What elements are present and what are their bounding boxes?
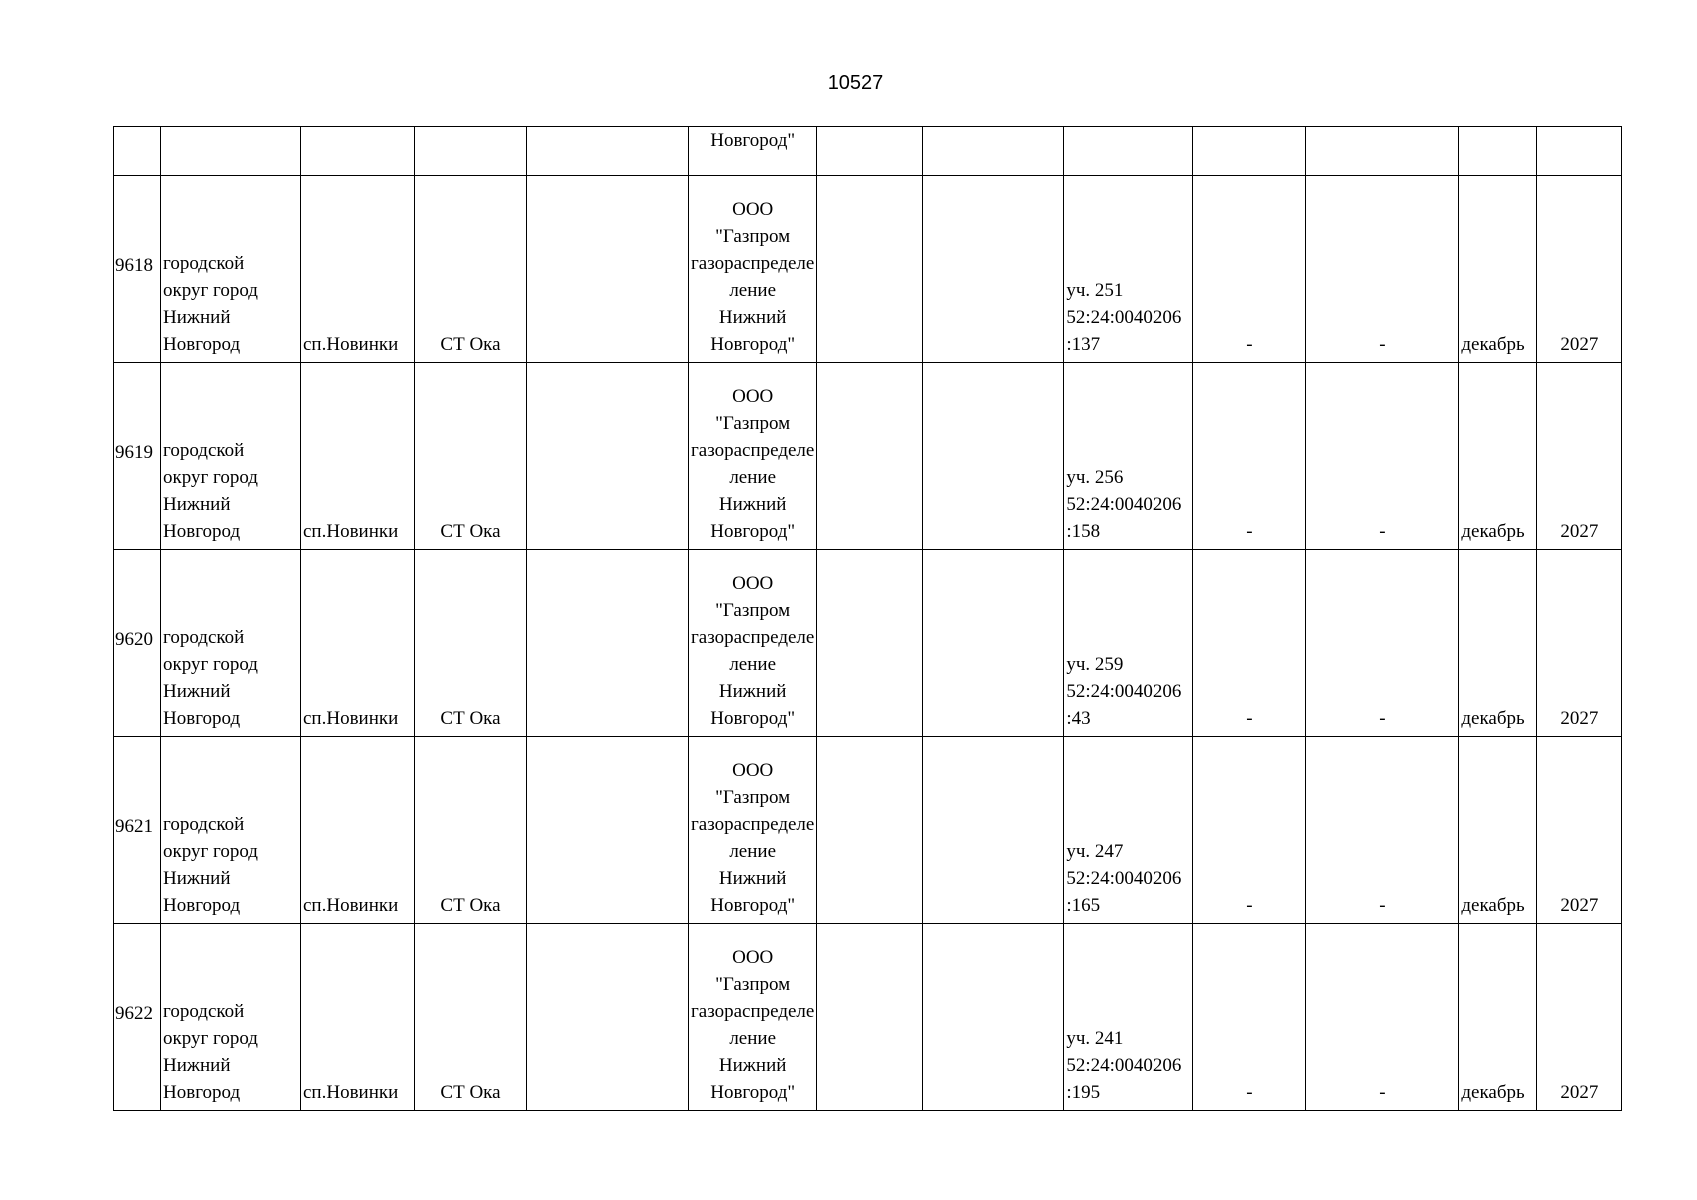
street-cell: СТ Ока	[415, 737, 527, 924]
row-number: 9618	[114, 176, 161, 363]
org-cell	[689, 176, 817, 363]
org-line: ООО	[732, 199, 774, 220]
org-line: газораспределе	[691, 814, 815, 835]
org-line: "Газпром	[715, 226, 791, 247]
org-line: газораспределе	[691, 627, 815, 648]
empty-cell	[527, 176, 689, 363]
street-cell: СТ Ока	[415, 363, 527, 550]
year-cell: 2027	[1537, 924, 1622, 1111]
empty-cell	[817, 550, 923, 737]
settlement-cell: сп.Новинки	[301, 363, 415, 550]
year-cell: 2027	[1537, 737, 1622, 924]
cadastral-line: уч. 241	[1066, 1028, 1124, 1049]
org-line: Новгород"	[710, 334, 796, 355]
row-number: 9621	[114, 737, 161, 924]
org-line: Новгород"	[710, 895, 796, 916]
col-b-cell: -	[1306, 550, 1459, 737]
org-line: ООО	[732, 386, 774, 407]
col-a-cell: -	[1193, 363, 1306, 550]
municipality-line: округ город	[163, 280, 258, 301]
municipality-line: округ город	[163, 654, 258, 675]
municipality-line: округ город	[163, 467, 258, 488]
org-cell	[689, 550, 817, 737]
org-line: Нижний	[718, 494, 787, 515]
org-line: ление	[729, 841, 777, 862]
org-line: Нижний	[718, 681, 787, 702]
settlement-cell: сп.Новинки	[301, 176, 415, 363]
settlement-cell: сп.Новинки	[301, 737, 415, 924]
street-cell	[415, 127, 527, 176]
col-a-cell: -	[1193, 924, 1306, 1111]
cadastral-line: 52:24:0040206	[1066, 681, 1182, 702]
empty-cell	[923, 363, 1064, 550]
empty-cell	[527, 127, 689, 176]
empty-cell	[527, 550, 689, 737]
empty-cell	[923, 127, 1064, 176]
cadastral-line: уч. 259	[1066, 654, 1124, 675]
municipality-cell	[161, 176, 301, 363]
street-cell: СТ Ока	[415, 176, 527, 363]
cadastral-cell	[1064, 127, 1193, 176]
empty-cell	[923, 737, 1064, 924]
cadastral-line: уч. 256	[1066, 467, 1124, 488]
municipality-cell	[161, 737, 301, 924]
empty-cell	[817, 737, 923, 924]
municipality-line: Новгород	[163, 1082, 241, 1103]
empty-cell	[817, 176, 923, 363]
page-number: 10527	[827, 72, 884, 94]
org-cell	[689, 363, 817, 550]
year-cell: 2027	[1537, 550, 1622, 737]
municipality-line: Новгород	[163, 521, 241, 542]
org-line: ление	[729, 467, 777, 488]
org-line: "Газпром	[715, 600, 791, 621]
municipality-line: Новгород	[163, 708, 241, 729]
cadastral-line: :158	[1066, 521, 1101, 542]
col-b-cell: -	[1306, 176, 1459, 363]
col-a-cell: -	[1193, 550, 1306, 737]
municipality-line: округ город	[163, 1028, 258, 1049]
org-line: ООО	[732, 760, 774, 781]
org-line: газораспределе	[691, 1001, 815, 1022]
municipality-line: Нижний	[163, 868, 231, 889]
org-line: ление	[729, 280, 777, 301]
org-line: Нижний	[718, 868, 787, 889]
municipality-cell	[161, 924, 301, 1111]
table-row	[114, 176, 1622, 363]
year-cell: 2027	[1537, 363, 1622, 550]
org-line: ление	[729, 654, 777, 675]
cadastral-line: :195	[1066, 1082, 1101, 1103]
col-b-cell: -	[1306, 924, 1459, 1111]
row-number: 9622	[114, 924, 161, 1111]
col-b-cell: -	[1306, 737, 1459, 924]
col-b-cell	[1306, 127, 1459, 176]
org-cell	[689, 737, 817, 924]
municipality-cell	[161, 363, 301, 550]
cadastral-cell	[1064, 550, 1193, 737]
municipality-line: городской	[163, 1001, 245, 1022]
cadastral-line: 52:24:0040206	[1066, 494, 1182, 515]
cadastral-line: :43	[1066, 708, 1091, 729]
row-number: 9619	[114, 363, 161, 550]
org-line: ООО	[732, 947, 774, 968]
table-row	[114, 737, 1622, 924]
org-line: "Газпром	[715, 787, 791, 808]
empty-cell	[527, 363, 689, 550]
empty-cell	[923, 550, 1064, 737]
org-line: Нижний	[718, 307, 787, 328]
empty-cell	[817, 363, 923, 550]
month-cell: декабрь	[1459, 924, 1537, 1111]
empty-cell	[527, 924, 689, 1111]
continuation-row	[114, 127, 1622, 176]
cadastral-line: уч. 251	[1066, 280, 1124, 301]
cadastral-line: 52:24:0040206	[1066, 307, 1182, 328]
num-cell	[114, 127, 161, 176]
org-line: газораспределе	[691, 253, 815, 274]
cadastral-line: 52:24:0040206	[1066, 1055, 1182, 1076]
month-cell: декабрь	[1459, 737, 1537, 924]
municipality-line: округ город	[163, 841, 258, 862]
org-cell	[689, 924, 817, 1111]
table-row	[114, 924, 1622, 1111]
municipality-line: Нижний	[163, 307, 231, 328]
street-cell: СТ Ока	[415, 924, 527, 1111]
table-row	[114, 550, 1622, 737]
org-line: газораспределе	[691, 440, 815, 461]
org-line: Новгород"	[710, 521, 796, 542]
municipality-line: городской	[163, 627, 245, 648]
org-line: ООО	[732, 573, 774, 594]
municipality-line: Нижний	[163, 494, 231, 515]
org-line: "Газпром	[715, 974, 791, 995]
org-line: Новгород"	[710, 708, 796, 729]
cadastral-cell	[1064, 176, 1193, 363]
empty-cell	[923, 176, 1064, 363]
municipality-line: Новгород	[163, 334, 241, 355]
month-cell: декабрь	[1459, 176, 1537, 363]
month-cell: декабрь	[1459, 363, 1537, 550]
cadastral-cell	[1064, 737, 1193, 924]
municipality-line: городской	[163, 814, 245, 835]
col-a-cell	[1193, 127, 1306, 176]
org-line: "Газпром	[715, 413, 791, 434]
empty-cell	[817, 924, 923, 1111]
cadastral-line: 52:24:0040206	[1066, 868, 1182, 889]
col-b-cell: -	[1306, 363, 1459, 550]
table-row	[114, 363, 1622, 550]
col-a-cell: -	[1193, 176, 1306, 363]
year-cell: 2027	[1537, 176, 1622, 363]
street-cell: СТ Ока	[415, 550, 527, 737]
municipality-cell	[161, 127, 301, 176]
empty-cell	[527, 737, 689, 924]
cadastral-cell	[1064, 363, 1193, 550]
org-cell: Новгород"	[689, 127, 817, 176]
org-line: Новгород"	[710, 1082, 796, 1103]
municipality-line: Нижний	[163, 1055, 231, 1076]
settlement-cell: сп.Новинки	[301, 924, 415, 1111]
cadastral-cell	[1064, 924, 1193, 1111]
municipality-line: Нижний	[163, 681, 231, 702]
settlement-cell: сп.Новинки	[301, 550, 415, 737]
month-cell: декабрь	[1459, 550, 1537, 737]
cadastral-line: :137	[1066, 334, 1101, 355]
municipality-cell	[161, 550, 301, 737]
register-table	[113, 126, 1622, 1111]
table-body	[114, 127, 1622, 1111]
empty-cell	[817, 127, 923, 176]
org-line: ление	[729, 1028, 777, 1049]
month-cell	[1459, 127, 1537, 176]
row-number: 9620	[114, 550, 161, 737]
col-a-cell: -	[1193, 737, 1306, 924]
municipality-line: городской	[163, 253, 245, 274]
empty-cell	[923, 924, 1064, 1111]
cadastral-line: :165	[1066, 895, 1101, 916]
year-cell	[1537, 127, 1622, 176]
cadastral-line: уч. 247	[1066, 841, 1124, 862]
municipality-line: городской	[163, 440, 245, 461]
municipality-line: Новгород	[163, 895, 241, 916]
org-line: Нижний	[718, 1055, 787, 1076]
settlement-cell	[301, 127, 415, 176]
